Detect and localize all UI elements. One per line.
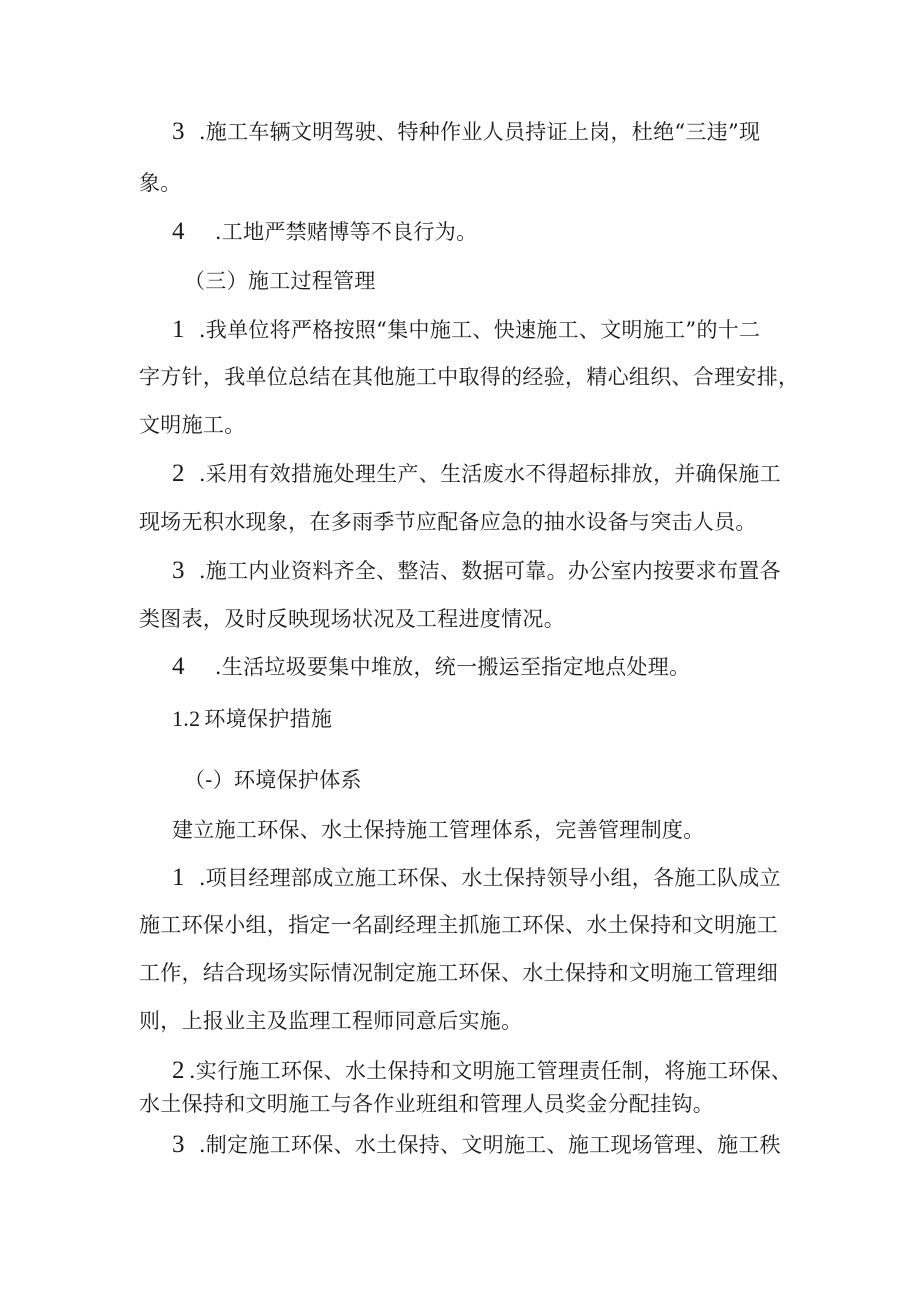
paragraph-line [172, 1056, 792, 1086]
line-text: .工地严禁赌博等不良行为。 [214, 220, 478, 244]
line-text: 工作，结合现场实际情况制定施工环保、水土保持和文明施工管理细 [139, 961, 778, 985]
line-text: 类图表，及时反映现场状况及工程进度情况。 [139, 607, 565, 631]
list-number: 1 [172, 864, 185, 891]
line-text: 施工环保小组，指定一名副经理主抓施工环保、水土保持和文明施工 [139, 913, 778, 937]
list-number: 1 [172, 316, 185, 343]
line-text: 文明施工。 [139, 413, 246, 437]
paragraph-line [172, 652, 690, 682]
line-text: .实行施工环保、水土保持和文明施工管理责任制，将施工环保、 [188, 1059, 793, 1083]
section-heading [184, 266, 376, 296]
paragraph-line [172, 815, 705, 845]
section-heading [172, 704, 332, 734]
list-number: 4 [172, 218, 185, 245]
list-number: 3 [172, 1131, 185, 1158]
section-number: 1.2 [172, 706, 201, 731]
paragraph-line [172, 459, 781, 489]
paragraph-line [139, 507, 757, 537]
heading-text: （-）环境保护体系 [184, 768, 362, 792]
line-text: .项目经理部成立施工环保、水土保持领导小组，各施工队成立 [198, 866, 781, 890]
heading-text: （三）施工过程管理 [184, 269, 376, 293]
section-heading [184, 765, 362, 795]
line-text: .制定施工环保、水土保持、文明施工、施工现场管理、施工秩 [198, 1133, 781, 1157]
paragraph-line [139, 958, 778, 988]
paragraph-line [139, 604, 565, 634]
line-text: .我单位将严格按照“集中施工、快速施工、文明施工”的十二 [198, 318, 761, 342]
paragraph-line [172, 117, 760, 147]
paragraph-line [139, 410, 246, 440]
list-number: 4 [172, 653, 185, 680]
list-number: 3 [172, 118, 185, 145]
line-text: 字方针，我单位总结在其他施工中取得的经验，精心组织、合理安排， [139, 365, 800, 389]
paragraph-line [139, 910, 778, 940]
heading-text: 环境保护措施 [204, 707, 333, 731]
line-text: .施工车辆文明驾驶、特种作业人员持证上岗，杜绝“三违”现 [198, 120, 761, 144]
paragraph-line [139, 1089, 714, 1119]
line-text: .生活垃圾要集中堆放，统一搬运至指定地点处理。 [214, 655, 691, 679]
line-text: 建立施工环保、水土保持施工管理体系，完善管理制度。 [172, 818, 705, 842]
line-text: 现场无积水现象，在多雨季节应配备应急的抽水设备与突击人员。 [139, 510, 757, 534]
list-number: 3 [172, 557, 185, 584]
paragraph-line [172, 556, 781, 586]
paragraph-line [139, 362, 799, 392]
paragraph-line [172, 1130, 781, 1160]
line-text: .施工内业资料齐全、整洁、数据可靠。办公室内按要求布置各 [198, 559, 781, 583]
paragraph-line [172, 863, 781, 893]
line-text: 水土保持和文明施工与各作业班组和管理人员奖金分配挂钩。 [139, 1092, 715, 1116]
paragraph-line [139, 1006, 522, 1036]
paragraph-line [172, 315, 760, 345]
list-number: 2 [172, 460, 185, 487]
line-text: .采用有效措施处理生产、生活废水不得超标排放，并确保施工 [198, 462, 781, 486]
line-text: 则，上报业主及监理工程师同意后实施。 [139, 1009, 523, 1033]
paragraph-line [172, 217, 477, 247]
list-number: 2 [172, 1057, 185, 1084]
paragraph-line [139, 168, 182, 198]
line-text: 象。 [139, 171, 182, 195]
